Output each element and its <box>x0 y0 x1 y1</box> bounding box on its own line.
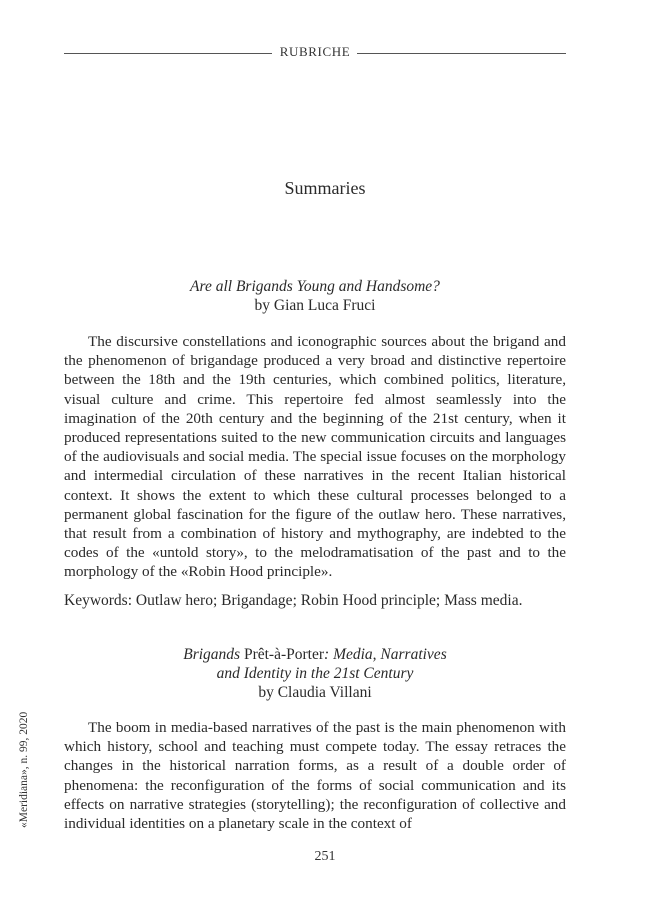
article-1-keywords: Keywords: Outlaw hero; Brigandage; Robin Hood principle; Mass media. <box>64 592 523 609</box>
page-title: Summaries <box>284 178 366 198</box>
article-2-title-brigands: Brigands <box>183 646 241 663</box>
article-2-title-pret: Prêt-à-Porter <box>240 646 325 663</box>
article-1-abstract: The discursive constellations and iconographic sources about the brigand and the phenomenon of brigandage produced a very broad and distinctive repertoire between the 18th and the 19th centuries, which combined politics, literature, visual culture and crime. This repertoire fed almost seamlessly into the imagination of the 20th century and the beginning of the 21st century, when it produced representations suited to the new communication circuits and languages of the audiovisuals and social media. The special issue focuses on the morphology and intermedial circulation of these narratives in the recent Italian historical context. It shows the extent to which these cultural processes belonged to a permanent global fascination for the figure of the outlaw hero. These narratives, that result from a combination of history and mythography, are indebted to the codes of the «untold story», to the melodramatisation of the past and to the morphology of the «Robin Hood principle». <box>64 333 566 581</box>
article-2-title-rest: : Media, Narratives <box>324 646 447 663</box>
article-2-title-line1 <box>64 645 566 664</box>
section-label: RUBRICHE <box>279 44 351 59</box>
journal-citation: «Meridiana», n. 99, 2020 <box>18 711 30 828</box>
article-1-title: Are all Brigands Young and Handsome? <box>190 278 440 295</box>
article-2-heading <box>64 645 566 702</box>
article-1-author: by Gian Luca Fruci <box>254 297 376 314</box>
article-2-author: by Claudia Villani <box>258 684 372 701</box>
article-2-abstract: The boom in media-based narratives of the past is the main phenomenon with which history, school and teaching must compete today. The essay retraces the changes in the historical narration forms, as a result of a double order of phenomena: the reconfiguration of the forms of social communication and its effects on narrative strategies (storytelling); the reconfiguration of collective and individual identities on a planetary scale in the context of <box>64 719 566 833</box>
article-1-heading <box>64 277 566 315</box>
article-2-title-line2: and Identity in the 21st Century <box>216 665 414 682</box>
page-number: 251 <box>314 849 336 864</box>
running-header <box>64 44 566 58</box>
header-rule-right <box>357 53 566 54</box>
